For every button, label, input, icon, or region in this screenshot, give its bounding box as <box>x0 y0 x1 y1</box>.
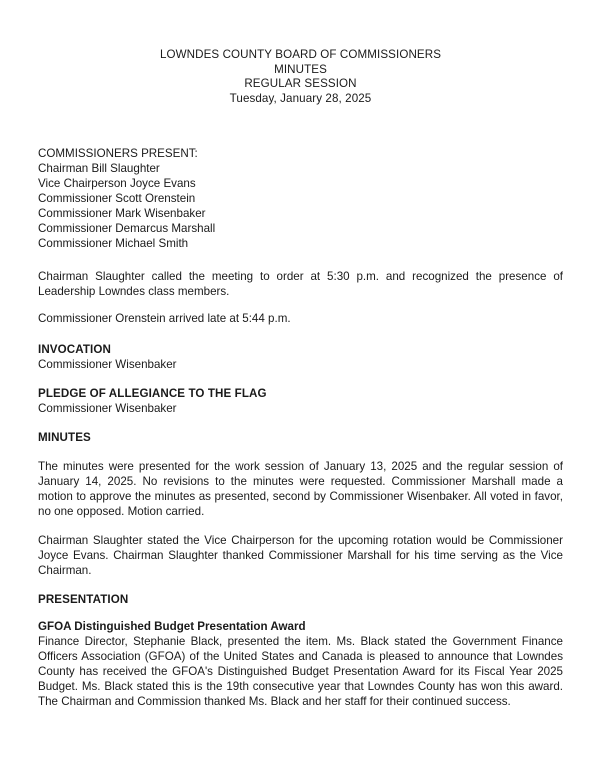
late-arrival-paragraph: Commissioner Orenstein arrived late at 5:44 p.m. <box>38 312 291 325</box>
section-heading-minutes: MINUTES <box>38 431 91 444</box>
commissioner-name: Chairman Bill Slaughter <box>38 162 160 175</box>
section-heading-presentation: PRESENTATION <box>38 593 129 606</box>
section-heading-pledge: PLEDGE OF ALLEGIANCE TO THE FLAG <box>38 387 267 400</box>
section-heading-invocation: INVOCATION <box>38 343 111 356</box>
commissioners-present-heading: COMMISSIONERS PRESENT: <box>38 147 198 160</box>
spacer <box>38 326 563 342</box>
header-line-organization: LOWNDES COUNTY BOARD OF COMMISSIONERS <box>159 48 442 61</box>
commissioner-name: Commissioner Michael Smith <box>38 237 189 250</box>
presentation-item-title: GFOA Distinguished Budget Presentation Award <box>38 620 306 633</box>
document-body <box>38 0 563 709</box>
call-to-order-paragraph: Chairman Slaughter called the meeting to order at 5:30 p.m. and recognized the presence of Leadership Lowndes class members. <box>38 270 563 298</box>
spacer <box>38 607 563 619</box>
minutes-paragraph-vice-chair: Chairman Slaughter stated the Vice Chairperson for the upcoming rotation would be Commissioner Joyce Evans. Chairman Slaughter thanked Commissioner Marshall for his time serving as the Vice Chairman. <box>38 534 563 577</box>
spacer <box>38 251 563 269</box>
commissioner-name: Commissioner Demarcus Marshall <box>38 222 216 235</box>
spacer <box>38 445 563 459</box>
document-header <box>38 48 563 106</box>
pledge-body: Commissioner Wisenbaker <box>38 402 177 415</box>
commissioner-name: Commissioner Mark Wisenbaker <box>38 207 206 220</box>
spacer <box>38 106 563 146</box>
spacer <box>38 519 563 533</box>
header-line-doctype: MINUTES <box>274 62 327 76</box>
spacer <box>38 578 563 592</box>
presentation-item-body: Finance Director, Stephanie Black, presented the item. Ms. Black stated the Government Finance Officers Association (GFOA) of the United States and Canada is pleased to announce that Lowndes County has received the GFOA's Distinguished Budget Presentation Award for its Fiscal Year 2025 Budget. Ms. Black stated this is the 19th consecutive year that Lowndes County has won this award. The Chairman and Commission thanked Ms. Black and her staff for their continued success. <box>38 635 563 708</box>
invocation-body: Commissioner Wisenbaker <box>38 358 177 371</box>
commissioners-present-block <box>38 146 563 251</box>
header-line-session: REGULAR SESSION <box>244 77 357 90</box>
commissioner-name: Commissioner Scott Orenstein <box>38 192 196 205</box>
header-line-date: Tuesday, January 28, 2025 <box>229 91 372 105</box>
spacer <box>38 416 563 430</box>
spacer <box>38 299 563 311</box>
commissioner-name: Vice Chairperson Joyce Evans <box>38 177 196 190</box>
minutes-paragraph-approval: The minutes were presented for the work session of January 13, 2025 and the regular session of January 14, 2025. No revisions to the minutes were requested. Commissioner Marshall made a motion to approve the minutes as presented, second by Commissioner Wisenbaker. All voted in favor, no one opposed. Motion carried. <box>38 460 563 518</box>
spacer <box>38 372 563 386</box>
